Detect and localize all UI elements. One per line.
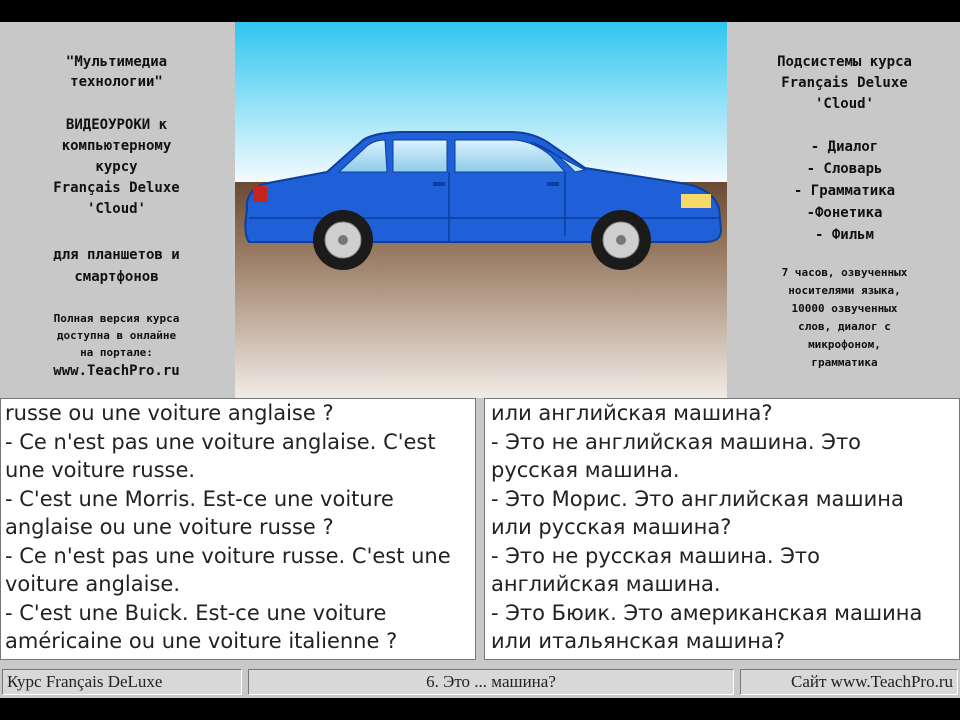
text-line: "Мультимедиа [65, 54, 168, 70]
site-link[interactable]: www.TeachPro.ru [53, 363, 180, 379]
dialog-line: русская машина. [491, 458, 680, 482]
rear-wheel [313, 210, 373, 270]
front-wheel [591, 210, 651, 270]
subsystem-dictionary: - Словарь [806, 161, 883, 177]
dialog-line: - C'est une Morris. Est-ce une voiture [5, 486, 394, 511]
dialog-line: английская машина. [491, 572, 721, 596]
text-line: Подсистемы курса [777, 54, 912, 70]
french-dialog-panel[interactable] [0, 398, 476, 660]
dialog-line: - C'est une Buick. Est-ce une voiture [5, 600, 387, 625]
multimedia-title [0, 52, 233, 92]
text-line: для планшетов и [53, 247, 180, 263]
text-line: грамматика [811, 356, 878, 369]
dialog-line: américaine ou une voiture italienne ? [5, 629, 398, 653]
dialog-line: или русская машина? [491, 515, 732, 539]
subsystem-film: - Фильм [814, 227, 874, 243]
text-line: технологии" [70, 74, 163, 90]
video-lessons-text [0, 115, 233, 220]
right-info-panel [729, 22, 960, 398]
text-line: слов, диалог с [798, 320, 891, 333]
text-line: Полная версия курса [53, 312, 180, 325]
text-line: носителями языка, [788, 284, 901, 297]
russian-dialog-panel[interactable] [484, 398, 960, 660]
text-line: микрофоном, [808, 338, 881, 351]
text-line: Français Deluxe [781, 75, 908, 91]
dialog-line: или итальянская машина? [491, 629, 786, 653]
text-line: 10000 озвученных [791, 302, 898, 315]
text-line: Français Deluxe [53, 180, 180, 196]
dialog-line: anglaise ou une voiture russe ? [5, 515, 334, 539]
full-version-text [0, 310, 233, 361]
video-scene [235, 22, 727, 398]
course-stats [729, 264, 960, 372]
text-line: смартфонов [74, 269, 159, 285]
dialog-line: - Ce n'est pas une voiture russe. C'est une [5, 543, 451, 568]
text-line: 'Cloud' [86, 201, 146, 217]
text-line: на портале: [80, 346, 153, 359]
back-side-window [393, 140, 447, 172]
subsystem-phonetics: -Фонетика [806, 205, 883, 221]
tail-light [253, 186, 267, 202]
dialog-line: или английская машина? [491, 401, 773, 425]
status-lesson: 6. Это ... машина? [248, 669, 734, 695]
status-course: Курс Français DeLuxe [2, 669, 242, 695]
dialog-line: - Это Бюик. Это американская машина [491, 600, 923, 625]
dialog-line: - Это Морис. Это английская машина [491, 486, 904, 511]
dialog-line: voiture anglaise. [5, 572, 181, 596]
status-site[interactable]: Сайт www.TeachPro.ru [740, 669, 958, 695]
text-line: доступна в онлайне [56, 329, 177, 342]
left-info-panel [0, 22, 233, 398]
app-window [0, 22, 960, 698]
text-line: 7 часов, озвученных [781, 266, 908, 279]
dialog-line: - Это не английская машина. Это [491, 429, 862, 454]
subsystem-grammar: - Грамматика [793, 183, 896, 199]
text-line: ВИДЕОУРОКИ к [65, 117, 168, 133]
text-line: компьютерному [61, 138, 172, 154]
subsystems-title [729, 52, 960, 115]
car-illustration [235, 22, 727, 398]
dialog-line: - Ce n'est pas une voiture anglaise. C'est [5, 429, 436, 454]
subsystem-dialog: - Диалог [810, 139, 879, 155]
text-line: курсу [95, 159, 138, 175]
text-line: 'Cloud' [814, 96, 874, 112]
subsystems-list [729, 136, 960, 246]
head-light [681, 194, 711, 208]
dialog-line: russe ou une voiture anglaise ? [5, 401, 334, 425]
dialog-line: une voiture russe. [5, 458, 196, 482]
dialog-line: - Это не русская машина. Это [491, 543, 820, 568]
status-bar [0, 666, 960, 698]
tablets-text [0, 244, 233, 288]
